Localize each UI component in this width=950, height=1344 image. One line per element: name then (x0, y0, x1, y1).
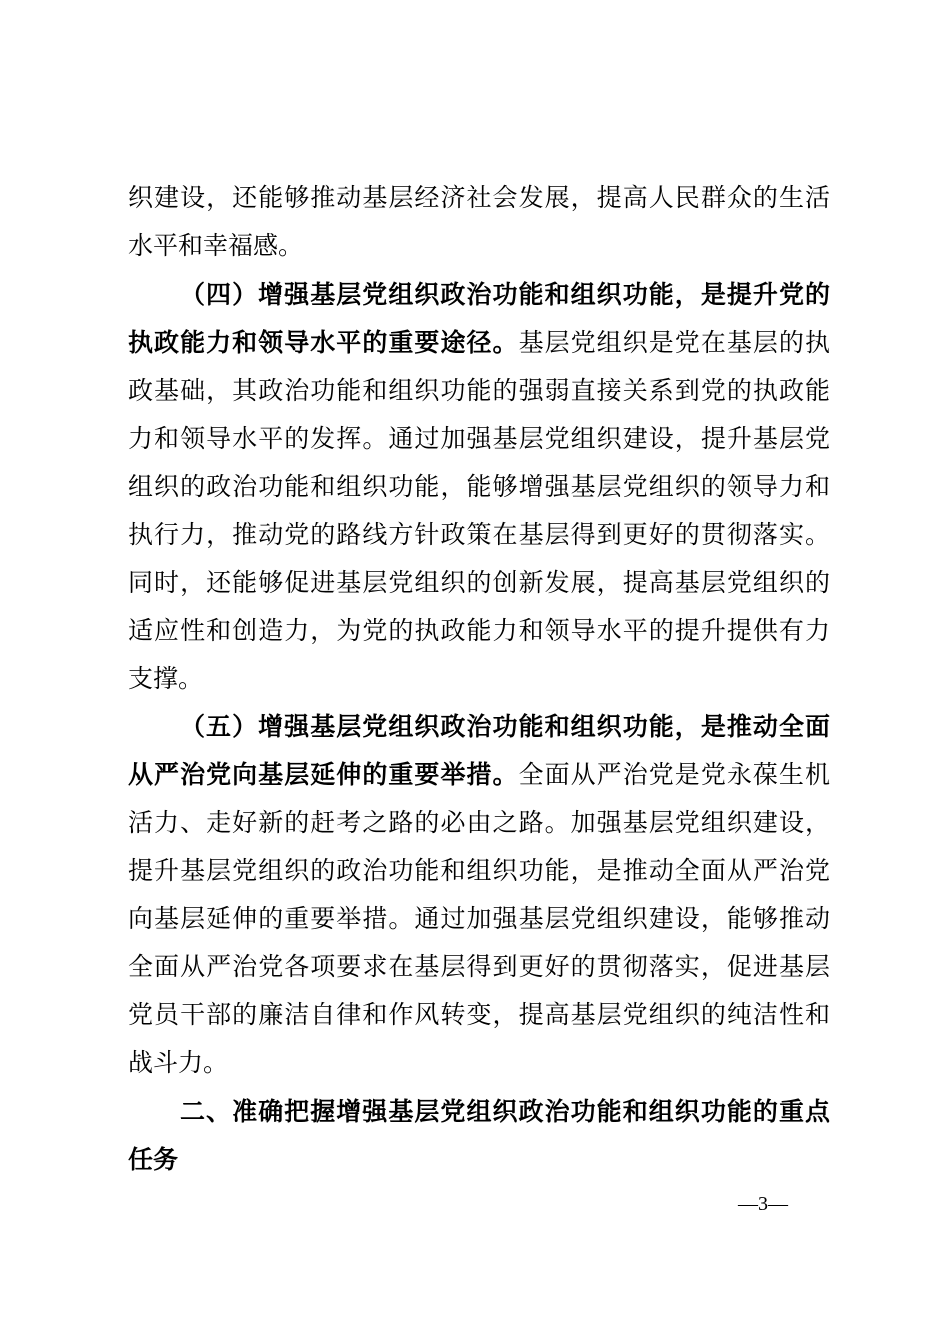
body-text-line: 向基层延伸的重要举措。通过加强基层党组织建设，能够推动 (128, 904, 830, 933)
body-text-line: 战斗力。 (128, 1048, 229, 1077)
body-text-line: 政基础，其政治功能和组织功能的强弱直接关系到党的执政能 (128, 376, 830, 405)
section-lead-bold-continued: 从严治党向基层延伸的重要举措。 (128, 760, 519, 789)
section-lead-bold: （四）增强基层党组织政治功能和组织功能，是提升党的 (180, 280, 830, 309)
body-text-line: 全面从严治党各项要求在基层得到更好的贯彻落实，促进基层 (128, 952, 830, 981)
body-text-line: 同时，还能够促进基层党组织的创新发展，提高基层党组织的 (128, 568, 830, 597)
section-lead-bold-continued: 执政能力和领导水平的重要途径。 (128, 328, 519, 357)
body-text-line (128, 327, 830, 359)
body-text-line: 支撑。 (128, 664, 204, 693)
body-text-span: 基层党组织是党在基层的执 (518, 328, 830, 357)
body-text-line: 党员干部的廉洁自律和作风转变，提高基层党组织的纯洁性和 (128, 1000, 830, 1029)
page-number: —3— (738, 1193, 788, 1215)
body-text-line: 织建设，还能够推动基层经济社会发展，提高人民群众的生活 (128, 183, 830, 212)
body-text-line: 力和领导水平的发挥。通过加强基层党组织建设，提升基层党 (128, 424, 830, 453)
body-text-line: 组织的政治功能和组织功能，能够增强基层党组织的领导力和 (128, 472, 830, 501)
section-heading-continued: 任务 (128, 1145, 179, 1174)
section-heading: 二、准确把握增强基层党组织政治功能和组织功能的重点 (180, 1097, 830, 1126)
body-text-line: 执行力，推动党的路线方针政策在基层得到更好的贯彻落实。 (128, 520, 830, 549)
body-text-line: 适应性和创造力，为党的执政能力和领导水平的提升提供有力 (128, 616, 830, 645)
body-text-line (128, 759, 830, 791)
body-text-line: 活力、走好新的赶考之路的必由之路。加强基层党组织建设， (128, 808, 830, 837)
body-text-line: 提升基层党组织的政治功能和组织功能，是推动全面从严治党 (128, 856, 830, 885)
body-text-line: 水平和幸福感。 (128, 231, 304, 260)
section-lead-bold: （五）增强基层党组织政治功能和组织功能，是推动全面 (180, 712, 830, 741)
body-text-span: 全面从严治党是党永葆生机 (518, 760, 830, 789)
